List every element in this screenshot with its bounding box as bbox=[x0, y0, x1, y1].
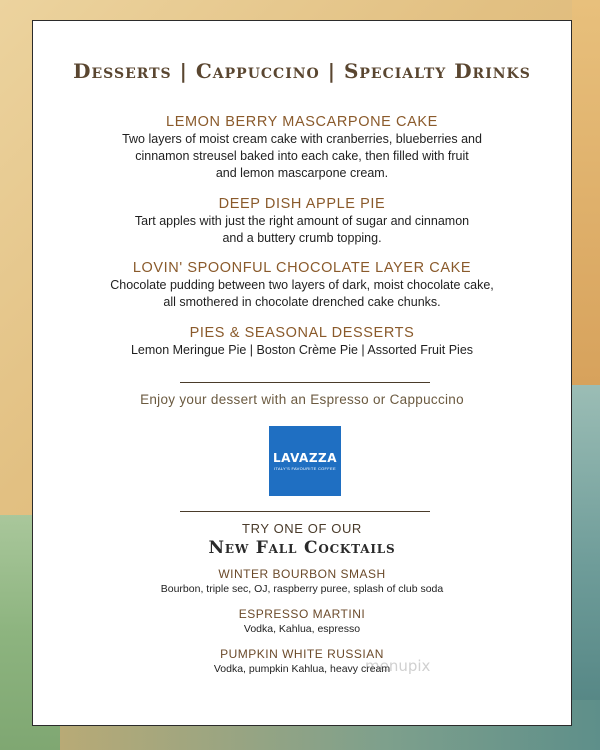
cocktail-item bbox=[63, 646, 541, 677]
watermark: menupix bbox=[365, 657, 431, 675]
cocktail-name: WINTER BOURBON SMASH bbox=[218, 567, 386, 581]
dessert-desc-line: and a buttery crumb topping. bbox=[222, 231, 382, 245]
dessert-desc-line: Two layers of moist cream cake with cranberries, blueberries and bbox=[122, 132, 482, 146]
cocktail-desc: Bourbon, triple sec, OJ, raspberry puree, splash of club soda bbox=[160, 583, 444, 595]
dessert-name: LOVIN' SPOONFUL CHOCOLATE LAYER CAKE bbox=[132, 260, 472, 276]
dessert-name: LEMON BERRY MASCARPONE CAKE bbox=[166, 114, 438, 130]
dessert-desc-line: all smothered in chocolate drenched cake chunks. bbox=[163, 295, 441, 309]
dessert-item bbox=[63, 195, 541, 247]
cocktail-desc: Vodka, pumpkin Kahlua, heavy cream bbox=[213, 663, 391, 675]
cocktail-desc: Vodka, Kahlua, espresso bbox=[243, 623, 361, 635]
divider bbox=[180, 511, 430, 512]
dessert-name: PIES & SEASONAL DESSERTS bbox=[189, 325, 415, 341]
menu-title: Desserts | Cappuccino | Specialty Drinks bbox=[73, 59, 531, 83]
background-right bbox=[572, 385, 600, 750]
cocktail-name: PUMPKIN WHITE RUSSIAN bbox=[220, 647, 384, 661]
dessert-desc-line: Chocolate pudding between two layers of dark, moist chocolate cake, bbox=[110, 278, 494, 292]
dessert-item bbox=[63, 324, 541, 359]
dessert-name: DEEP DISH APPLE PIE bbox=[218, 196, 386, 212]
divider bbox=[180, 382, 430, 383]
dessert-desc-line: cinnamon streusel baked into each cake, then filled with fruit bbox=[135, 149, 469, 163]
lavazza-logo bbox=[269, 426, 341, 496]
dessert-desc-line: Lemon Meringue Pie | Boston Crème Pie | Assorted Fruit Pies bbox=[130, 343, 474, 357]
dessert-desc-line: and lemon mascarpone cream. bbox=[215, 166, 389, 180]
cocktail-name: ESPRESSO MARTINI bbox=[238, 607, 366, 621]
dessert-item bbox=[63, 113, 541, 182]
cocktail-item bbox=[63, 606, 541, 637]
background-right-top bbox=[572, 0, 600, 385]
dessert-item bbox=[63, 259, 541, 311]
logo-tagline: ITALY'S FAVOURITE COFFEE bbox=[274, 466, 336, 471]
try-text: TRY ONE OF OUR bbox=[242, 521, 362, 536]
cocktail-item bbox=[63, 566, 541, 597]
dessert-desc-line: Tart apples with just the right amount of sugar and cinnamon bbox=[134, 214, 470, 228]
cocktails-title: New Fall Cocktails bbox=[208, 538, 396, 558]
menu-card bbox=[32, 20, 572, 726]
logo-word: LAVAZZA bbox=[272, 451, 338, 465]
enjoy-text: Enjoy your dessert with an Espresso or Cappuccino bbox=[140, 392, 464, 407]
